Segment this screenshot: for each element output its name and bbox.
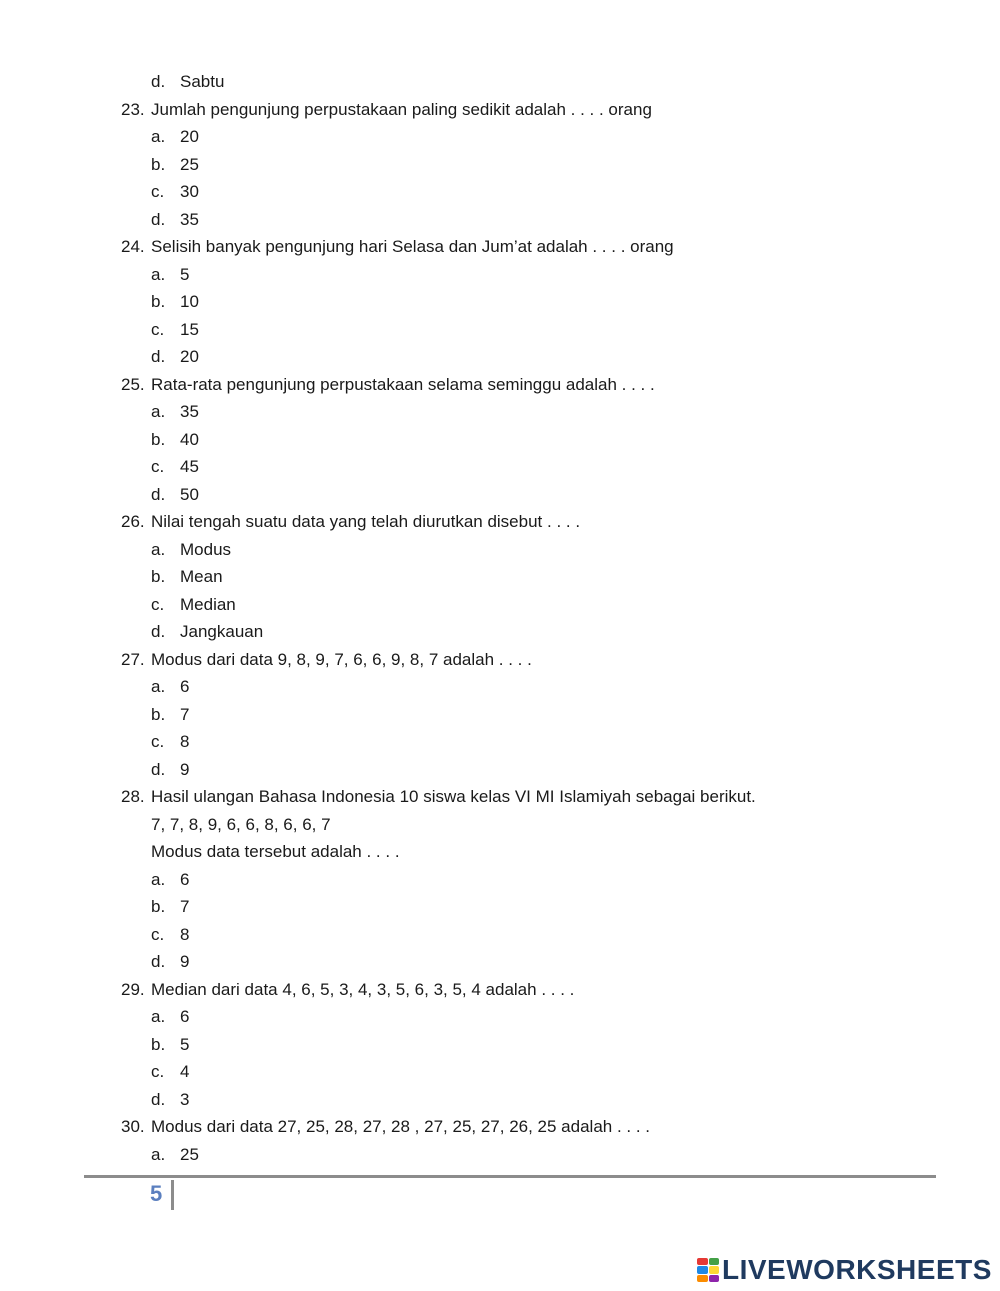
option-text: 20 — [180, 127, 199, 146]
question-text: Rata-rata pengunjung perpustakaan selama seminggu adalah . . . . — [151, 374, 655, 394]
option-letter: a. — [151, 264, 166, 284]
option-text: 7 — [180, 704, 190, 724]
liveworksheets-logo-icon — [697, 1258, 719, 1282]
option-letter: c. — [151, 924, 165, 944]
answer-option — [0, 178, 1000, 206]
logo-square — [709, 1275, 720, 1282]
answer-option — [0, 288, 1000, 316]
option-letter: b. — [151, 897, 166, 916]
question-text: Modus dari data 9, 8, 9, 7, 6, 6, 9, 8, 7 adalah . . . . — [151, 649, 532, 669]
option-text: 45 — [180, 457, 199, 476]
answer-option — [0, 563, 1000, 591]
continuation-text: 7, 7, 8, 9, 6, 6, 8, 6, 6, 7 — [151, 814, 331, 834]
question-continuation — [0, 838, 1000, 866]
question-line — [0, 783, 1000, 811]
option-letter: d. — [151, 347, 166, 366]
option-letter: c. — [151, 457, 165, 476]
logo-square — [697, 1275, 708, 1282]
option-text: 50 — [180, 484, 199, 504]
option-text: 15 — [180, 319, 199, 339]
question-number: 23. — [121, 99, 145, 119]
option-text: 7 — [180, 897, 190, 916]
answer-option — [0, 151, 1000, 179]
question-number: 26. — [121, 512, 145, 531]
answer-option — [0, 1141, 1000, 1169]
option-text: 25 — [180, 1144, 199, 1164]
option-text: 3 — [180, 1089, 190, 1109]
question-continuation — [0, 811, 1000, 839]
option-text: 10 — [180, 292, 199, 311]
question-text: Selisih banyak pengunjung hari Selasa dan Jum’at adalah . . . . orang — [151, 237, 674, 256]
option-letter: c. — [151, 319, 165, 339]
question-number: 27. — [121, 649, 145, 669]
answer-option — [0, 591, 1000, 619]
option-letter: d. — [151, 72, 166, 91]
question-line — [0, 233, 1000, 261]
question-text: Modus dari data 27, 25, 28, 27, 28 , 27, 25, 27, 26, 25 adalah . . . . — [151, 1117, 651, 1136]
answer-option — [0, 701, 1000, 729]
brand-name: LIVEWORKSHEETS — [722, 1254, 992, 1285]
liveworksheets-brand[interactable] — [697, 1255, 992, 1285]
answer-option — [0, 453, 1000, 481]
option-letter: b. — [151, 567, 166, 586]
option-text: 5 — [180, 1034, 190, 1054]
answer-option — [0, 921, 1000, 949]
answer-option — [0, 426, 1000, 454]
question-text: Jumlah pengunjung perpustakaan paling sedikit adalah . . . . orang — [151, 99, 652, 119]
answer-option — [0, 1031, 1000, 1059]
question-line — [0, 96, 1000, 124]
option-text: 9 — [180, 759, 190, 779]
answer-option — [0, 261, 1000, 289]
option-letter: a. — [151, 1144, 166, 1164]
answer-option — [0, 123, 1000, 151]
footer-divider — [84, 1175, 936, 1178]
option-text: 35 — [180, 402, 199, 421]
question-number: 30. — [121, 1117, 145, 1136]
answer-option — [0, 948, 1000, 976]
question-line — [0, 646, 1000, 674]
logo-square — [709, 1266, 720, 1273]
option-letter: a. — [151, 402, 166, 421]
option-letter: a. — [151, 1007, 166, 1026]
option-letter: b. — [151, 704, 166, 724]
question-line — [0, 976, 1000, 1004]
answer-option — [0, 1058, 1000, 1086]
answer-option — [0, 343, 1000, 371]
logo-square — [697, 1266, 708, 1273]
option-letter: c. — [151, 182, 165, 201]
answer-option — [0, 1003, 1000, 1031]
question-text: Median dari data 4, 6, 5, 3, 4, 3, 5, 6, 3, 5, 4 adalah . . . . — [151, 979, 575, 999]
option-letter: b. — [151, 154, 166, 174]
answer-option — [0, 893, 1000, 921]
question-text: Nilai tengah suatu data yang telah diurutkan disebut . . . . — [151, 512, 581, 531]
question-text: Hasil ulangan Bahasa Indonesia 10 siswa kelas VI MI Islamiyah sebagai berikut. — [151, 787, 756, 806]
option-letter: b. — [151, 292, 166, 311]
option-text: Mean — [180, 567, 223, 586]
option-letter: c. — [151, 594, 165, 614]
answer-option — [0, 536, 1000, 564]
option-text: 40 — [180, 429, 199, 449]
option-text: 35 — [180, 209, 199, 229]
option-letter: d. — [151, 622, 166, 641]
option-text: 30 — [180, 182, 199, 201]
answer-option — [0, 481, 1000, 509]
answer-option — [0, 756, 1000, 784]
question-number: 24. — [121, 237, 145, 256]
answer-option — [0, 618, 1000, 646]
option-letter: b. — [151, 429, 166, 449]
option-letter: d. — [151, 1089, 166, 1109]
option-text: 6 — [180, 1007, 190, 1026]
question-line — [0, 1113, 1000, 1141]
option-text: Sabtu — [180, 72, 225, 91]
page-number: 5 — [150, 1181, 163, 1206]
option-letter: b. — [151, 1034, 166, 1054]
option-text: 8 — [180, 924, 190, 944]
option-text: 8 — [180, 732, 190, 751]
question-number: 28. — [121, 787, 145, 806]
answer-option — [0, 206, 1000, 234]
logo-square — [709, 1258, 720, 1265]
option-letter: d. — [151, 209, 166, 229]
option-text: 4 — [180, 1062, 190, 1081]
option-text: 9 — [180, 952, 190, 971]
option-letter: a. — [151, 677, 166, 696]
logo-square — [697, 1258, 708, 1265]
option-text: Jangkauan — [180, 622, 264, 641]
option-text: 5 — [180, 264, 190, 284]
option-letter: a. — [151, 869, 166, 889]
option-letter: a. — [151, 539, 166, 559]
answer-option — [0, 866, 1000, 894]
question-list — [0, 68, 1000, 1168]
option-letter: d. — [151, 952, 166, 971]
option-text: 25 — [180, 154, 199, 174]
question-line — [0, 371, 1000, 399]
option-text: Median — [180, 594, 236, 614]
option-letter: c. — [151, 732, 165, 751]
question-number: 25. — [121, 374, 145, 394]
option-text: Modus — [180, 539, 232, 559]
answer-option — [0, 398, 1000, 426]
page-number-bar — [171, 1180, 174, 1210]
question-line — [0, 508, 1000, 536]
question-number: 29. — [121, 979, 145, 999]
option-letter: d. — [151, 484, 166, 504]
answer-option — [0, 673, 1000, 701]
option-letter: c. — [151, 1062, 165, 1081]
option-letter: a. — [151, 127, 166, 146]
answer-option — [0, 728, 1000, 756]
option-text: 6 — [180, 677, 190, 696]
answer-option — [0, 68, 1000, 96]
answer-option — [0, 316, 1000, 344]
answer-option — [0, 1086, 1000, 1114]
option-text: 6 — [180, 869, 190, 889]
continuation-text: Modus data tersebut adalah . . . . — [151, 842, 400, 861]
option-text: 20 — [180, 347, 199, 366]
option-letter: d. — [151, 759, 166, 779]
